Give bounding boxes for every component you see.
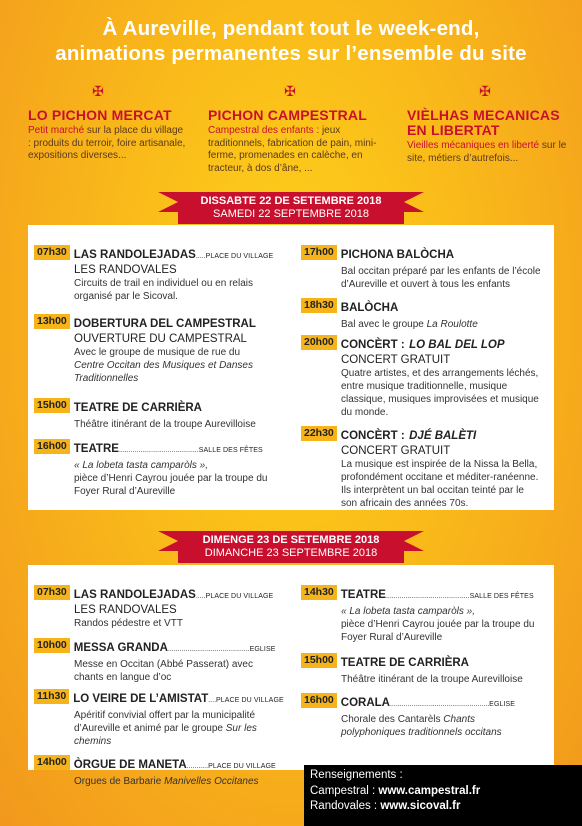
event-description: Circuits de trail en individuel ou en relais organisé par le Sicoval. [74, 278, 253, 302]
event-time: 17h00 [301, 245, 337, 260]
event-item: 11h30 LO VEIRE DE L’AMISTAT....PLACE DU VILLAGE Apéritif convivial offert par la municipalité d’Aureville et animé par le groupe Sur les chemins [34, 689, 274, 748]
event-description: Bal occitan préparé par les enfants de l’école d’Aureville et ouvert à tous les enfants [341, 266, 541, 290]
ribbon-right [404, 192, 424, 212]
event-description: Quatre artistes, et des arrangements léchés, entre musique traditionnelle, musique classique, musiques improvisées et musique du monde. [341, 368, 539, 418]
event-name: CONCÈRT : [340, 430, 405, 442]
event-description: Théâtre itinérant de la troupe Aurevilloise [74, 419, 256, 430]
info-label: Renseignements : [310, 769, 403, 781]
event-time: 07h30 [34, 245, 70, 260]
event-name: CORALA [340, 697, 390, 709]
event-description: La musique est inspirée de la Nissa la Bella, profondément occitane et méditer-ranéenne. Ils interprètent un bal occitan teinté par le son africain des années 70s. [341, 459, 539, 509]
event-time: 11h30 [34, 689, 69, 704]
event-item: 20h00 CONCÈRT : LO BAL DEL LOP CONCERT GRATUIT Quatre artistes, et des arrangements léchés, entre musique traditionnelle, musique classique, musiques improvisées et musique du monde. [301, 335, 541, 419]
event-time: 14h30 [301, 585, 337, 600]
event-description: Théâtre itinérant de la troupe Aurevilloise [341, 674, 523, 685]
event-name: MESSA GRANDA [73, 642, 168, 654]
info-box [304, 765, 582, 826]
column-title-2: EN LIBERTAT [407, 122, 500, 138]
event-description: Randos pédestre et VTT [74, 618, 183, 629]
event-name: LAS RANDOLEJADAS [73, 589, 196, 601]
event-name: CONCÈRT : [340, 339, 405, 351]
column-text: Petit marché sur la place du village : produits du terroir, foire artisanale, expositions diverses... [28, 125, 186, 161]
saturday-program [28, 225, 554, 510]
ribbon-right [404, 531, 424, 551]
event-name: LO VEIRE DE L’AMISTAT [73, 693, 209, 705]
event-item: 16h00 CORALA...................................................EGLISE Chorale des Cantarèls Chants polyphoniques traditionnels occitans [301, 693, 541, 739]
event-item [301, 653, 541, 686]
event-place: EGLISE [489, 701, 516, 708]
event-description: Orgues de Barbarie Manivelles Occitanes [74, 776, 259, 787]
event-item [301, 298, 541, 331]
event-time: 14h00 [34, 755, 70, 770]
event-name-fr: CONCERT GRATUIT [341, 354, 451, 366]
column-title: PICHON CAMPESTRAL [208, 107, 367, 123]
event-item: 07h30 LAS RANDOLEJADAS.....PLACE DU VILLAGE LES RANDOVALES Circuits de trail en individuel ou en relais organisé par le Sicoval. [34, 245, 274, 303]
event-time: 15h00 [34, 398, 70, 413]
column-pichon-mercat [28, 108, 188, 163]
column-title: VIÈLHAS MECANICAS [407, 107, 560, 123]
info-randovales-label: Randovales : [310, 800, 381, 812]
event-place: PLACE DU VILLAGE [205, 253, 274, 260]
event-time: 18h30 [301, 298, 337, 313]
event-time: 16h00 [34, 439, 70, 454]
event-item: 07h30 LAS RANDOLEJADAS.....PLACE DU VILLAGE LES RANDOVALES Randos pédestre et VTT [34, 585, 274, 630]
column-vielhas-mecanicas [407, 108, 567, 165]
event-place: SALLE DES FÊTES [198, 447, 263, 454]
title-line-1: À Aureville, pendant tout le week-end, [102, 17, 480, 40]
page-title [0, 16, 582, 66]
event-time: 13h00 [34, 314, 70, 329]
ribbon-left [158, 531, 178, 551]
event-name: TEATRE [340, 589, 386, 601]
event-place: SALLE DES FÊTES [469, 593, 534, 600]
event-item: 22h30 CONCÈRT : DJÉ BALÈTI CONCERT GRATUIT La musique est inspirée de la Nissa la Bella, profondément occitane et méditer-ranéenne. Ils interprètent un bal occitan teinté par le son africain des années 70s. [301, 426, 541, 510]
event-name-fr: OUVERTURE DU CAMPESTRAL [74, 333, 247, 345]
occitan-cross-icon: ✠ [92, 83, 104, 99]
event-name-fr: LES RANDOVALES [74, 604, 177, 616]
title-line-2: animations permanentes sur l’ensemble du site [55, 42, 527, 65]
event-name-fr: LES RANDOVALES [74, 264, 177, 276]
event-place: PLACE DU VILLAGE [205, 593, 274, 600]
event-time: 07h30 [34, 585, 70, 600]
day-banner-saturday: DISSABTE 22 DE SETEMBRE 2018 SAMEDI 22 SEPTEMBRE 2018 [178, 192, 404, 224]
event-name: TEATRE [73, 443, 119, 455]
info-campestral-label: Campestral : [310, 784, 379, 797]
event-name: TEATRE DE CARRIÈRA [340, 657, 469, 669]
event-item: 14h30 TEATRE...........................................SALLE DES FÊTES « La lobeta tasta camparòls », pièce d’Henri Cayrou jouée par la troupe du Foyer Rural d’Aureville [301, 585, 541, 644]
event-name: BALÒCHA [340, 302, 399, 314]
event-time: 16h00 [301, 693, 337, 708]
event-description: Chorale des Cantarèls Chants polyphoniques traditionnels occitans [341, 714, 502, 738]
event-place: EGLISE [249, 646, 276, 653]
campestral-link[interactable]: www.campestral.fr [378, 784, 481, 797]
event-description: Messe en Occitan (Abbé Passerat) avec chants en langue d’oc [74, 659, 253, 683]
sicoval-link[interactable]: www.sicoval.fr [380, 800, 461, 812]
event-item [34, 314, 274, 385]
event-time: 22h30 [301, 426, 337, 441]
event-item: 16h00 TEATRE.........................................SALLE DES FÊTES « La lobeta tasta camparòls », pièce d’Henri Cayrou jouée par la troupe du Foyer Rural d’Aureville [34, 439, 274, 498]
event-item: 10h00 MESSA GRANDA..........................................EGLISE Messe en Occitan (Abbé Passerat) avec chants en langue d’oc [34, 638, 274, 684]
event-time: 10h00 [34, 638, 70, 653]
event-time: 20h00 [301, 335, 337, 350]
event-name: PICHONA BALÒCHA [340, 249, 455, 261]
occitan-cross-icon: ✠ [284, 83, 296, 99]
event-name: LAS RANDOLEJADAS [73, 249, 196, 261]
event-description: Apéritif convivial offert par la municipalité d’Aureville et animé par le groupe Sur les chemins [74, 710, 257, 747]
event-place: PLACE DU VILLAGE [216, 697, 284, 704]
event-name: DOBERTURA DEL CAMPESTRAL [73, 318, 256, 330]
column-title: LO PICHON MERCAT [28, 107, 172, 123]
column-text: Vieilles mécaniques en liberté sur le site, métiers d’autrefois... [407, 140, 567, 164]
event-description: Avec le groupe de musique de rue du Centre Occitan des Musiques et Danses Traditionnelles [74, 347, 253, 384]
ribbon-left [158, 192, 178, 212]
event-item [301, 245, 541, 291]
event-item [34, 398, 274, 431]
event-place: PLACE DU VILLAGE [208, 763, 276, 770]
event-name: TEATRE DE CARRIÈRA [73, 402, 202, 414]
column-pichon-campestral [208, 108, 383, 175]
column-text: Campestral des enfants : jeux traditionnels, fabrication de pain, mini-ferme, promenades en calèche, en tracteur, à dos d’âne, ... [208, 125, 377, 174]
event-name: ÒRGUE DE MANETA [73, 759, 187, 771]
event-name-fr: CONCERT GRATUIT [341, 445, 451, 457]
event-description: « La lobeta tasta camparòls », pièce d’Henri Cayrou jouée par la troupe du Foyer Rural d’Aureville [341, 606, 535, 643]
event-description: Bal avec le groupe La Roulotte [341, 319, 478, 330]
event-time: 15h00 [301, 653, 337, 668]
event-description: « La lobeta tasta camparòls », pièce d’Henri Cayrou jouée par la troupe du Foyer Rural d’Aureville [74, 460, 268, 497]
occitan-cross-icon: ✠ [479, 83, 491, 99]
event-item: 14h00 ÒRGUE DE MANETA...........PLACE DU VILLAGE Orgues de Barbarie Manivelles Occitanes [34, 755, 274, 788]
day-banner-sunday: DIMENGE 23 DE SETEMBRE 2018 DIMANCHE 23 SEPTEMBRE 2018 [178, 531, 404, 563]
